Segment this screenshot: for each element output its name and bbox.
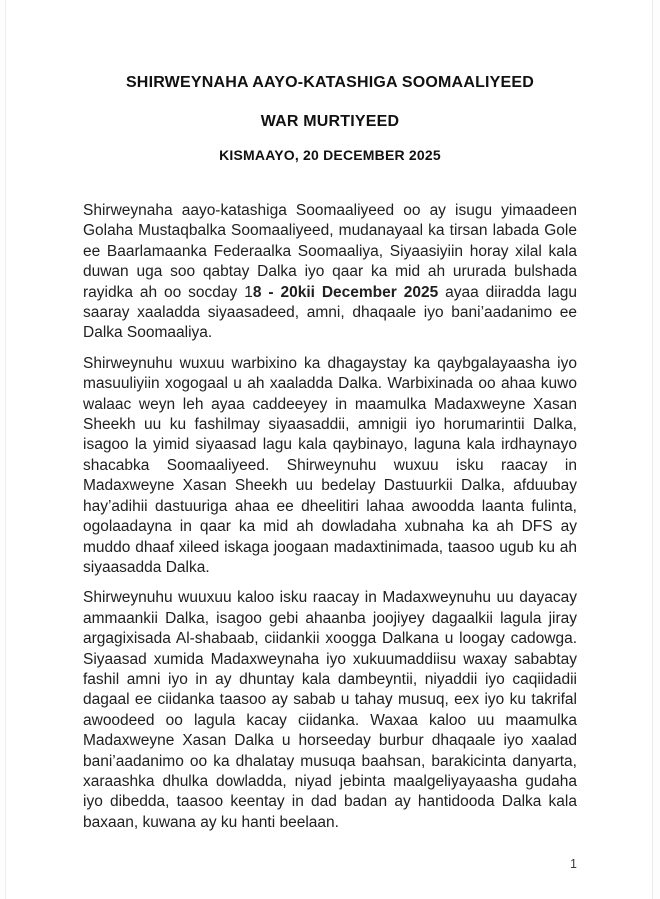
page-left-edge <box>5 0 6 899</box>
paragraph-1 <box>83 201 577 344</box>
doc-dateline: KISMAAYO, 20 DECEMBER 2025 <box>219 147 441 163</box>
page-number: 1 <box>570 857 577 871</box>
page-content <box>83 73 577 843</box>
paragraph-1-post: ayaa diiradda lagu saaray xaaladda siyaasadeed, amni, dhaqaale iyo bani’aadanimo ee Dalka Soomaaliya. <box>83 283 578 342</box>
page-right-edge <box>652 0 653 899</box>
doc-subtitle: WAR MURTIYEED <box>260 113 400 130</box>
body-text <box>83 201 577 833</box>
doc-title: SHIRWEYNAHA AAYO-KATASHIGA SOOMAALIYEED <box>125 74 535 91</box>
paragraph-3: Shirweynuhu wuuxuu kaloo isku raacay in Madaxweynuhu uu dayacay ammaankii Dalka, isagoo gebi ahaanba joojiyey dagaalkii lagula jiray argagixisada Al-shabaab, ciidankii xoogga Dalkana u loogay cadowga. Siyaasad xumida Madaxweynaha iyo xukuumaddiisu waxay sababtay fashil amni iyo in ay dhuntay kala dambeyntii, niyaddii iyo caqiidadii dagaal ee ciidanka taasoo ay sabab u tahay musuq, eex iyo ku takrifal awoodeed oo lagula kacay ciidanka. Waxaa kaloo uu maamulka Madaxweyne Xasan Dalka u horseeday burbur dhaqaale iyo xaalad bani’aadanimo oo ka dhalatay musuqa baahsan, barakicinta danyarta, xaraashka dhulka dowladda, niyad jebinta maalgeliyayaasha gudaha iyo dibedda, taasoo keentay in dad badan ay hantidooda Dalka kala baxaan, kuwana ay ku hanti beelaan. <box>83 589 577 831</box>
paragraph-1-pre: Shirweynaha aayo-katashiga Soomaaliyeed oo ay isugu yimaadeen Golaha Mustaqbalka Soomaaliyeed, mudanayaal ka tirsan labada Gole ee Baarlamaanka Federaalka Soomaaliya, Siyaasiyiin horay xilal kala duwan uga soo qabtay Dalka iyo qaar ka mid ah ururada bulshada rayidka ah oo socday 1 <box>83 202 577 301</box>
paragraph-1-bold-dates: 8 - 20kii December 2025 <box>252 283 439 301</box>
paragraph-2: Shirweynuhu wuxuu warbixino ka dhagaystay ka qaybgalayaasha iyo masuuliyiin xogogaal u ah xaaladda Dalka. Warbixinada oo ahaa kuwo walaac weyn leh ayaa caddeeyey in maamulka Madaxweyne Xasan Sheekh uu ku fashilmay siyaasaddii, amnigii iyo horumarintii Dalka, isagoo la yimid siyaasad lagu kala qaybinayo, laguna kala irdhaynayo shacabka Soomaaliyeed. Shirweynuhu wuxuu isku raacay in Madaxweyne Xasan Sheekh uu bedelay Dastuurkii Dalka, afduubay hay’adihii dastuuriga ahaa ee dheelitiri lahaa awoodda laanta fulinta, ogolaadayna in qaar ka mid ah dowladaha xubnaha ka ah DFS ay muddo dhaaf xileed iskaga joogaan madaxtinimada, taasoo ugub ku ah siyaasadda Dalka. <box>83 354 577 576</box>
